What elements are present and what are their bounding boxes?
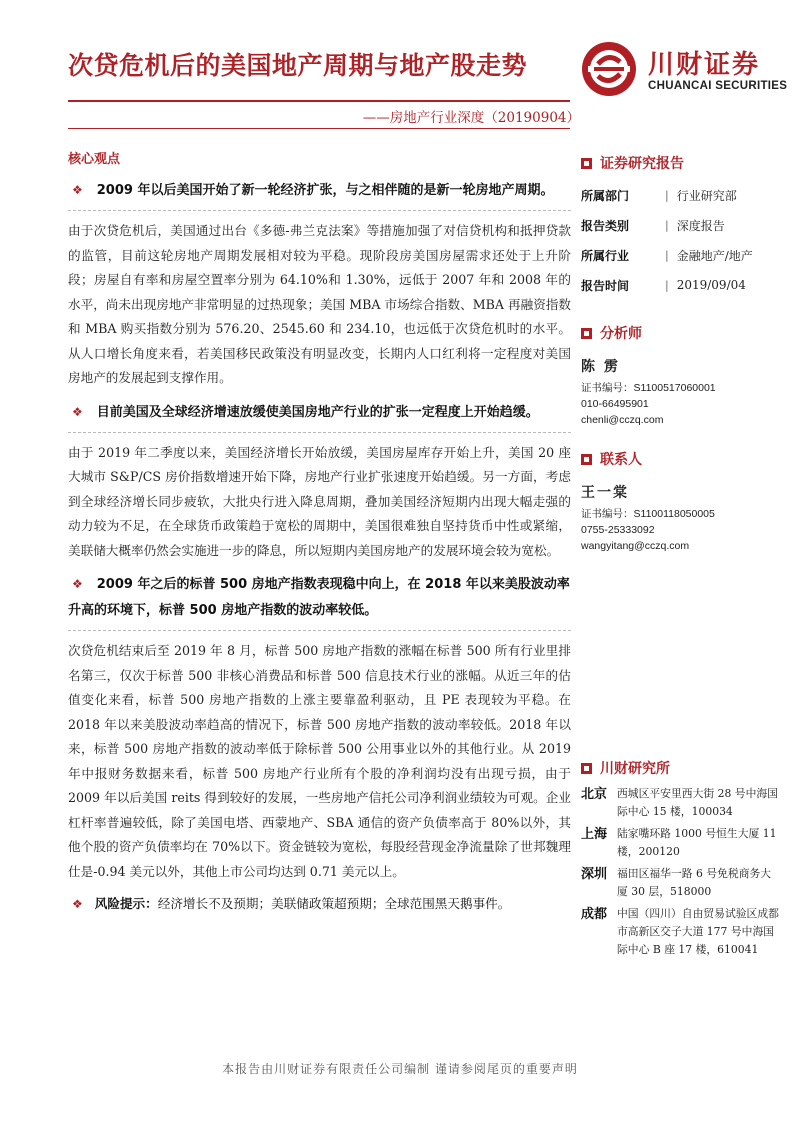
point-heading: ❖ 2009 年以后美国开始了新一轮经济扩张，与之相伴随的是新一轮房地产周期。 — [72, 183, 554, 198]
analyst-name: 陈 雳 — [581, 359, 620, 375]
analyst-heading: 分析师 — [581, 320, 781, 346]
office-shenzhen: 深圳 福田区福华一路 6 号免税商务大厦 30 层，518000 — [581, 867, 772, 898]
divider — [68, 630, 571, 631]
diamond-bullet-icon: ❖ — [72, 404, 83, 419]
divider — [68, 210, 571, 211]
logo-name-cn: 川财证券 — [648, 50, 761, 80]
info-row: 报告类别 | 深度报告 — [581, 218, 725, 233]
logo-mark-icon — [580, 40, 638, 98]
core-views-title: 核心观点 — [68, 152, 121, 167]
point-heading: ❖ 2009 年之后的标普 500 房地产指数表现稳中向上，在 2018 年以来美股波动率升高的环境下，标普 500 房地产指数的波动率较低。 — [68, 577, 570, 618]
core-views — [68, 140, 571, 916]
section-square-icon — [581, 158, 592, 169]
research-institute — [581, 755, 781, 959]
office-chengdu: 成都 中国（四川）自由贸易试验区成都市高新区交子大道 177 号中海国际中心 B 座 17 楼，610041 — [581, 907, 779, 956]
info-row: 所属部门 | 行业研究部 — [581, 188, 737, 203]
report-title: 次贷危机后的美国地产周期与地产股走势 — [68, 51, 528, 80]
info-row: 所属行业 | 金融地产/地产 — [581, 248, 753, 263]
section-square-icon — [581, 454, 592, 465]
analyst-email[interactable]: chenli@cczq.com — [581, 414, 664, 426]
info-row: 报告时间 | 2019/09/04 — [581, 278, 746, 293]
section-square-icon — [581, 763, 592, 774]
risk-label: 风险提示： — [94, 896, 158, 911]
contact-phone: 0755-25333092 — [581, 524, 655, 536]
contact-heading: 联系人 — [581, 446, 781, 472]
company-logo — [580, 40, 788, 100]
diamond-bullet-icon: ❖ — [72, 897, 83, 911]
office-shanghai: 上海 陆家嘴环路 1000 号恒生大厦 11 楼，200120 — [581, 827, 777, 858]
page-footer: 本报告由川财证券有限责任公司编制 谨请参阅尾页的重要声明 — [222, 1062, 578, 1076]
logo-name-en: CHUANCAI SECURITIES — [648, 80, 788, 92]
diamond-bullet-icon: ❖ — [72, 577, 83, 591]
contact-email[interactable]: wangyitang@cczq.com — [581, 540, 690, 552]
analyst-cert: 证书编号：S1100517060001 — [581, 382, 716, 394]
point-body: 由于 2019 年二季度以来，美国经济增长开始放缓，美国房屋库存开始上升，美国 20 座大城市 S&P/CS 房价指数增速开始下降，房地产行业扩张速度开始趋缓。另一方面，考虑到全球经济增长同步疲软，大批央行进入降息周期，叠加美国经济短期内出现大幅走强的动力较为不足，在全球货币政策趋于宽松的周期中，美国很难独自坚持货币中性或紧缩，美联储大概率仍然会实施进一步的降息，所以短期内美国房地产的发展环境会较为宽松。 — [68, 444, 571, 558]
report-info-table — [581, 180, 781, 300]
analyst-phone: 010-66495901 — [581, 398, 649, 410]
contact-name: 王一棠 — [581, 485, 629, 501]
report-info-heading: 证券研究报告 — [581, 150, 781, 176]
risk-text: 经济增长不及预期；美联储政策超预期；全球范围黑天鹅事件。 — [157, 896, 511, 911]
section-square-icon — [581, 328, 592, 339]
header-rule-bottom — [68, 128, 570, 129]
contact-cert: 证书编号：S1100118050005 — [581, 508, 715, 520]
divider — [68, 432, 571, 433]
point-body: 由于次贷危机后，美国通过出台《多德-弗兰克法案》等措施加强了对信贷机构和抵押贷款的监管，目前这轮房地产周期发展相对较为平稳。现阶段房美国房屋需求还处于上升阶段；房屋自有率和房屋空置率分别为 64.10%和 1.30%，远低于 2007 年和 2008 年的水平，尚未出现房地产非常明显的过热现象；美国 MBA 市场综合指数、MBA 再融资指数和 MBA 购买指数分别为 576.20、2545.60 和 234.10，也远低于次贷危机时的水平。从人口增长角度来看，若美国移民政策没有明显改变，长期内人口红利将一定程度对美国房地产的发展起到支撑作用。 — [68, 223, 571, 385]
report-subtitle: ——房地产行业深度（20190904） — [362, 110, 580, 126]
point-body: 次贷危机结束后至 2019 年 8 月，标普 500 房地产指数的涨幅在标普 500 所有行业里排名第三，仅次于标普 500 非核心消费品和标普 500 信息技术行业的涨幅。从近三年的估值变化来看，标普 500 房地产指数的上涨主要靠盈利驱动，且 PE 表现较为平稳。在 2018 年以来美股波动率趋高的情况下，标普 500 房地产指数的波动率较低。2018 年以来，标普 500 房地产指数的波动率低于除标普 500 公用事业以外的其他行业。从 2019 年中报财务数据来看，标普 500 房地产行业所有个股的净利润均没有出现亏损，由于 2009 年以后美国 reits 得到较好的发展，一些房地产信托公司净利润业绩较为可观。企业杠杆率普遍较低，除了美国电塔、西蒙地产、SBA 通信的资产负债率高于 80%以外，其他个股的资产负债率均在 70%以下。资金链较为宽松，每股经营现金净流量除了世邦魏理仕是-0.94 美元以外，其他上市公司均达到 0.71 美元以上。 — [68, 643, 571, 879]
point-heading: ❖ 目前美国及全球经济增速放缓使美国房地产行业的扩张一定程度上开始趋缓。 — [72, 404, 539, 420]
diamond-bullet-icon: ❖ — [72, 183, 83, 197]
office-beijing: 北京 西城区平安里西大街 28 号中海国际中心 15 楼，100034 — [581, 787, 778, 818]
risk-warning — [68, 892, 571, 916]
sidebar — [581, 150, 781, 554]
institute-heading: 川财研究所 — [581, 755, 781, 781]
header-rule — [68, 100, 570, 102]
